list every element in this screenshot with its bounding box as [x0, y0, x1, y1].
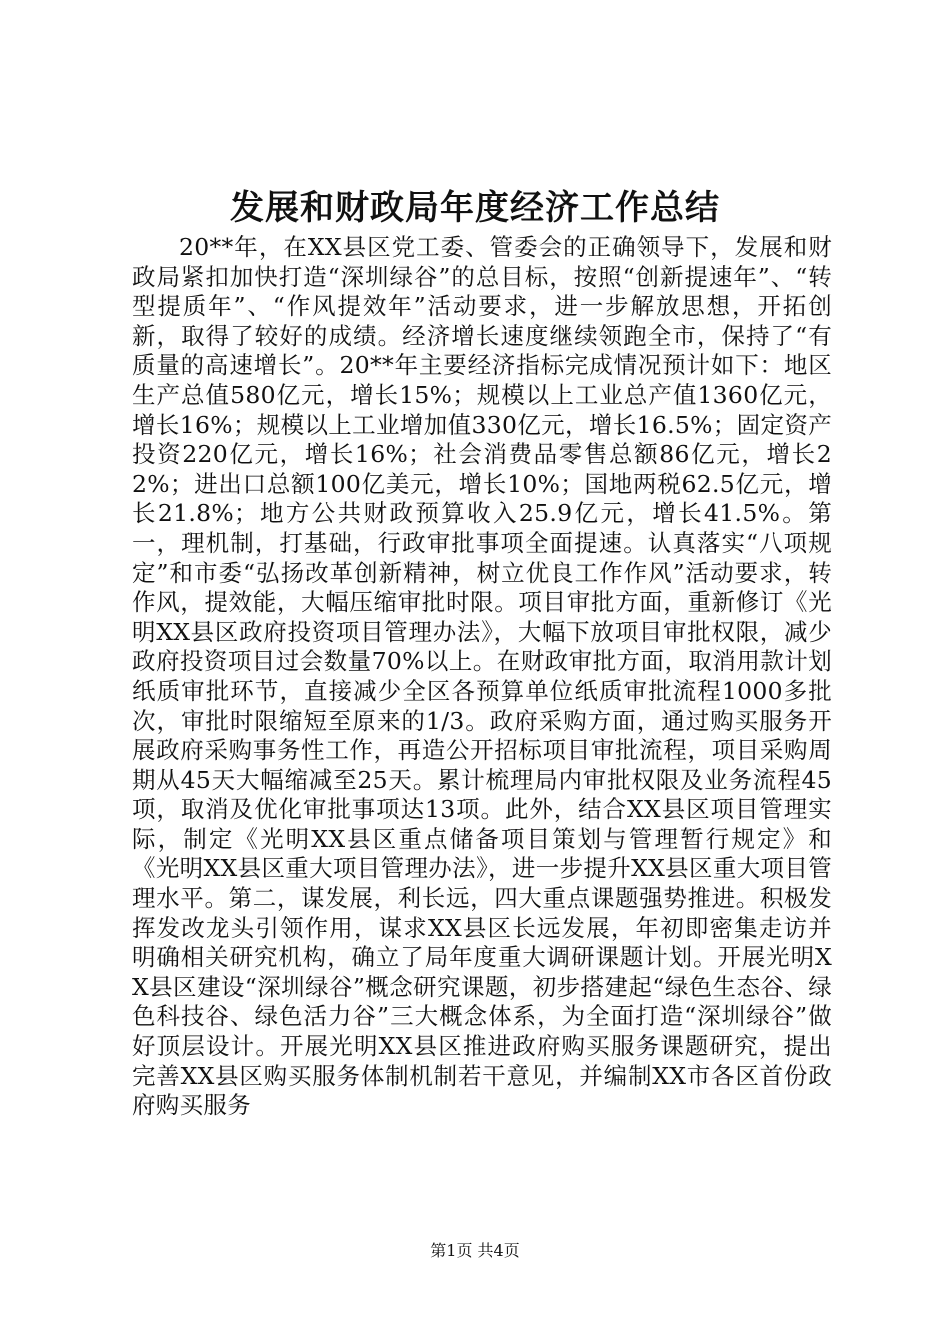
body-paragraph: 20**年，在XX县区党工委、管委会的正确领导下，发展和财政局紧扣加快打造“深圳绿谷”的总目标，按照“创新提速年”、“转型提质年”、“作风提效年”活动要求，进一步解放思想，开拓创新，取得了较好的成绩。经济增长速度继续领跑全市，保持了“有质量的高速增长”。20**年主要经济指标完成情况预计如下：地区生产总值580亿元，增长15%；规模以上工业总产值1360亿元，增长16%；规模以上工业增加值330亿元，增长16.5%；固定资产投资220亿元，增长16%；社会消费品零售总额86亿元，增长22%；进出口总额100亿美元，增长10%；国地两税62.5亿元，增长21.8%；地方公共财政预算收入25.9亿元，增长41.5%。第一，理机制，打基础，行政审批事项全面提速。认真落实“八项规定”和市委“弘扬改革创新精神，树立优良工作作风”活动要求，转作风，提效能，大幅压缩审批时限。项目审批方面，重新修订《光明XX县区政府投资项目管理办法》，大幅下放项目审批权限，减少政府投资项目过会数量70%以上。在财政审批方面，取消用款计划纸质审批环节，直接减少全区各预算单位纸质审批流程1000多批次，审批时限缩短至原来的1/3。政府采购方面，通过购买服务开展政府采购事务性工作，再造公开招标项目审批流程，项目采购周期从45天大幅缩减至25天。累计梳理局内审批权限及业务流程45项，取消及优化审批事项达13项。此外，结合XX县区项目管理实际，制定《光明XX县区重点储备项目策划与管理暂行规定》和《光明XX县区重大项目管理办法》，进一步提升XX县区重大项目管理水平。第二，谋发展，利长远，四大重点课题强势推进。积极发挥发改龙头引领作用，谋求XX县区长远发展，年初即密集走访并明确相关研究机构，确立了局年度重大调研课题计划。开展光明XX县区建设“深圳绿谷”概念研究课题，初步搭建起“绿色生态谷、绿色科技谷、绿色活力谷”三大概念体系，为全面打造“深圳绿谷”做好顶层设计。开展光明XX县区推进政府购买服务课题研究，提出完善XX县区购买服务体制机制若干意见，并编制XX市各区首份政府购买服务: [132, 233, 832, 1120]
document-title: 发展和财政局年度经济工作总结: [230, 188, 720, 228]
page-number-footer: 第1页 共4页: [430, 1241, 520, 1260]
